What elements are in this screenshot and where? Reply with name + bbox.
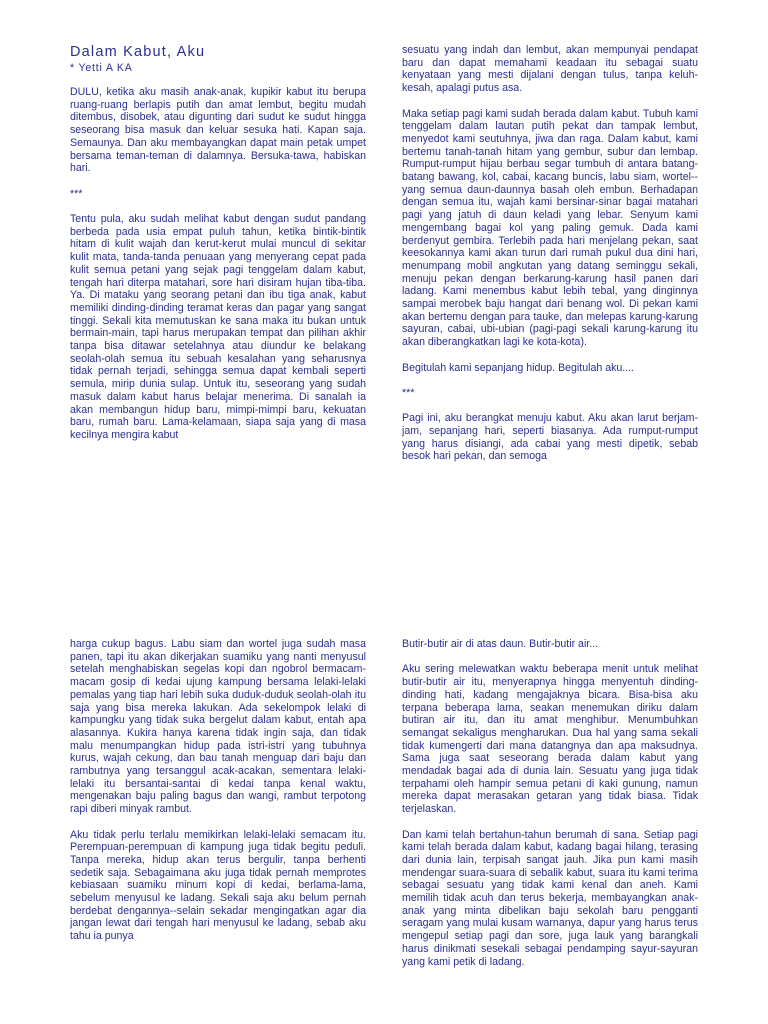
paragraph: Aku sering melewatkan waktu beberapa menit untuk melihat butir-butir air itu, menyerapnya hingga menyentuh dinding-dinding hati, kadang mengajaknya bicara. Bisa-bisa aku terpana beberapa lama, seakan menemukan diriku dalam butiran air itu, dan itu amat menghibur. Menumbuhkan semangat sekaligus mengharukan. Dua hal yang sama sekali tidak kumengerti dari mana datangnya dan apa maksudnya. Sama juga saat seseorang berada dalam kabut yang mendadak bagai ada di dunia lain. Sesuatu yang juga tidak terpahami oleh hampir semua petani di kaki gunung, namun mereka dapat merasakan getaran yang tidak biasa. Tidak terjelaskan. — [402, 663, 698, 816]
story-title: Dalam Kabut, Aku — [70, 44, 206, 60]
paragraph: harga cukup bagus. Labu siam dan wortel juga sudah masa panen, tapi itu akan dikerjakan suamiku yang nanti menyusul setelah menghabiskan segelas kopi dan ngobrol bermacam-macam gosip di kedai ujung kampung bersama lelaki-lelaki pemalas yang tiap hari lebih suka duduk-duduk seolah-olah itu saja yang bisa mereka lakukan. Ada sekelompok lelaki di kampungku yang tidak suka bergelut dalam kabut, entah apa alasannya. Kukira hanya karena tidak ingin saja, dan tidak malu menumpangkan hidup pada istri-istri yang tubuhnya kurus, wajah cekung, dan bau tanah menguap dari baju dan rambutnya yang tersanggul acak-acakan, sementara lelaki-lelaki itu bersantai-santai di kedai tanpa kenal waktu, mengenakan baju paling bagus dan wangi, rambut terpotong rapi diberi minyak rambut. — [70, 638, 366, 816]
paragraph: Maka setiap pagi kami sudah berada dalam kabut. Tubuh kami tenggelam dalam lautan putih pekat dan tampak lembut, menyedot kami seutuhnya, jiwa dan raga. Dalam kabut, kami bertemu tanah-tanah hitam yang gembur, subur dan lembap. Rumput-rumput hijau berbau segar tumbuh di antara batang-batang bawang, kol, cabai, kacang buncis, labu siam, wortel--yang semua daun-daunnya basah oleh embun. Berhadapan dengan semua itu, wajah kami bersinar-sinar bagai matahari pagi yang jatuh di daun keladi yang lebar. Senyum kami mengembang bagai kol yang paling gemuk. Dada kami berdenyut gembira. Terlebih pada hari menjelang pekan, saat keesokannya kami akan turun dari rumah pukul dua dini hari, menumpang mobil angkutan yang datang seminggu sekali, menuju pekan dengan berkarung-karung hasil panen dari ladang. Kami menembus kabut lebih tebal, yang dinginnya sampai merobek baju hangat dari benang wol. Di pekan kami akan bertemu dengan para tauke, dan melepas karung-karung sayuran, cabai, ubi-ubian (pagi-pagi sekali karung-karung itu akan diberangkatkan lagi ke kota-kota). — [402, 107, 698, 349]
paragraph: Dan kami telah bertahun-tahun berumah di sana. Setiap pagi kami telah berada dalam kabut, kadang bagai hilang, terasing dari dunia lain, terpisah sangat jauh. Jika pun kami masih mendengar suara-suara di sebalik kabut, suara itu kami terima sebagai sesuatu yang tidak kami kenal dan aneh. Kami memilih tidak acuh dan terus bekerja, membayangkan anak-anak yang minta dibelikan baju sekolah baru pengganti seragam yang mulai kusam warnanya, dapur yang harus terus mengepul setiap pagi dan sore, juga lauk yang barangkali harus dinikmati sesekali sebagai pendamping sayur-sayuran yang kami petik di ladang. — [402, 828, 698, 968]
paragraph: Aku tidak perlu terlalu memikirkan lelaki-lelaki semacam itu. Perempuan-perempuan di kampung juga tidak begitu peduli. Tanpa mereka, hidup akan terus bergulir, tanpa berhenti sedetik saja. Sebagaimana aku juga tidak pernah memprotes kebiasaan suamiku minum kopi di kedai, berlama-lama, sebelum menyusul ke ladang. Sekali saja aku belum pernah berdebat dengannya--selain sekadar mengingatkan agar dia jangan lewat dari tengah hari menyusul ke ladang, sebab aku tahu ia punya — [70, 828, 366, 943]
text-column-1 — [70, 86, 366, 542]
text-column-3 — [70, 638, 366, 1024]
section-separator: *** — [402, 386, 415, 399]
paragraph: Tentu pula, aku sudah melihat kabut dengan sudut pandang berbeda pada usia empat puluh tahun, ketika bintik-bintik hitam di kulit wajah dan kerut-kerut mulai muncul di sekitar kulit mata, tanda-tanda penuaan yang menyerang cepat pada kulit semua petani yang sejak pagi tenggelam dalam kabut, tengah hari diterpa matahari, sore hari disiram hujan tiba-tiba. Ya. Di mataku yang seorang petani dan ibu tiga anak, kabut memiliki dinding-dinding teramat keras dan pagar yang sangat tinggi. Sekali kita memutuskan ke sana maka itu bukan untuk bermain-main, tapi harus merupakan tempat dan pilihan akhir tanpa bisa ditawar setelahnya atau diundur ke belakang seolah-olah semua itu sebuah kesalahan yang seharusnya tidak pernah terjadi, sehingga semua dapat kembali seperti semula, mirip dunia sulap. Untuk itu, seseorang yang sudah masuk dalam kabut harus belajar menerima. Di sanalah ia akan membangun hidup baru, mimpi-mimpi baru, kekuatan baru, rumah baru. Lama-kelamaan, siapa saja yang di masa kecilnya mengira kabut — [70, 213, 366, 441]
section-separator: *** — [70, 187, 83, 200]
paragraph: sesuatu yang indah dan lembut, akan mempunyai pendapat baru dan dapat memahami keadaan itu sebagai suatu kenyataan yang mesti dijalani dengan tulus, tanpa keluh-kesah, apalagi putus asa. — [402, 44, 698, 95]
text-column-2 — [402, 44, 698, 534]
paragraph: Butir-butir air di atas daun. Butir-butir air... — [402, 638, 599, 650]
paragraph: Pagi ini, aku berangkat menuju kabut. Aku akan larut berjam-jam, sepanjang hari, seperti biasanya. Ada rumput-rumput yang harus disiangi, ada cabai yang mesti dipetik, sebab besok hari pekan, dan semoga — [402, 412, 698, 463]
text-column-4 — [402, 638, 698, 1024]
paragraph: Begitulah kami sepanjang hidup. Begitulah aku.... — [402, 361, 635, 374]
paragraph: DULU, ketika aku masih anak-anak, kupikir kabut itu berupa ruang-ruang berlapis putih dan amat lembut, begitu mudah ditembus, disobek, atau digunting dari sudut ke sudut hingga seseorang bisa masuk dan keluar sesuka hati. Kapan saja. Semaunya. Dan aku membayangkan dapat main petak umpet bersama teman-teman di dalamnya. Bersuka-tawa, habiskan hari. — [70, 86, 366, 175]
author-line: * Yetti A KA — [70, 62, 133, 74]
